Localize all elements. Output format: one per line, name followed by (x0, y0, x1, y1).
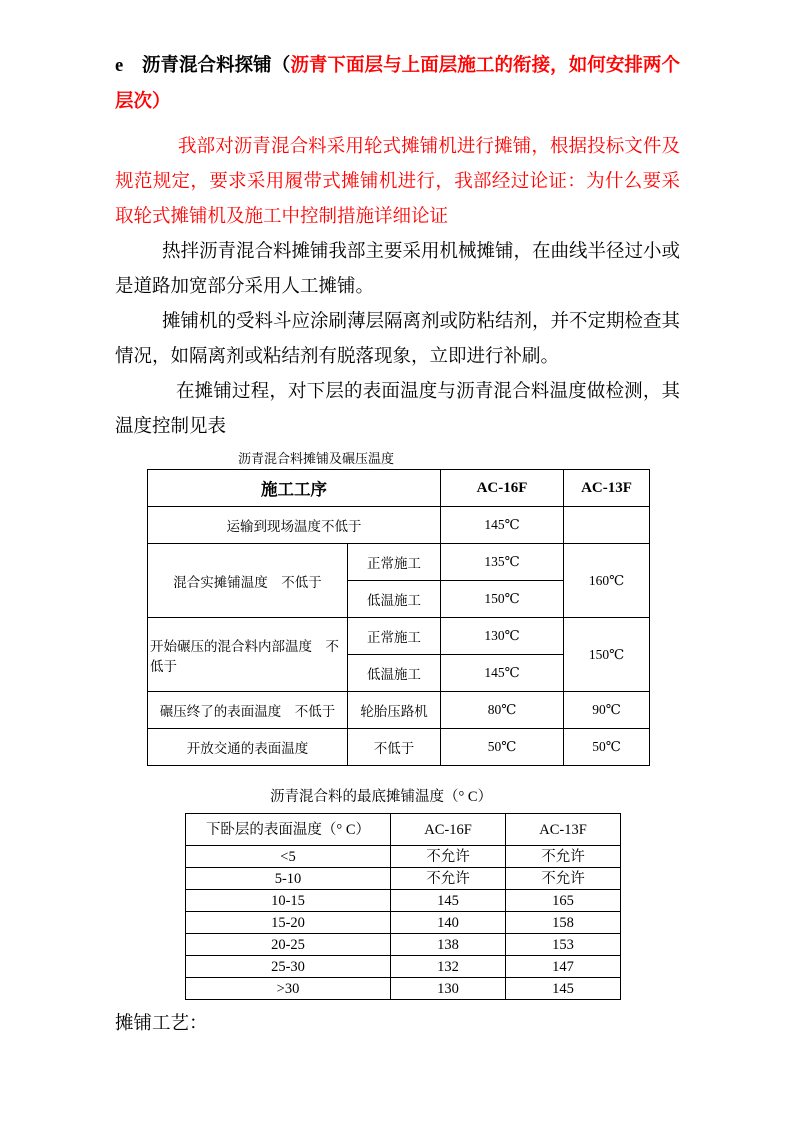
table2-title: 沥青混合料的最底摊铺温度（° C） (270, 789, 493, 805)
t1-paving-label: 混合实摊铺温度 不低于 (148, 544, 348, 618)
paragraph-machine-paving: 热拌沥青混合料摊铺我部主要采用机械摊铺，在曲线半径过小或是道路加宽部分采用人工摊铺。 (115, 242, 681, 297)
t2-header-row (186, 814, 621, 846)
t1-header-ac13: AC-13F (564, 470, 650, 507)
t2-row (186, 868, 621, 890)
t1-rolling-start-label: 开始碾压的混合料内部温度 不低于 (148, 618, 348, 692)
t2-ac16-value: 不允许 (391, 868, 506, 890)
t2-ac13-value: 158 (506, 912, 621, 934)
t1-rolling-start-ac13: 150℃ (564, 618, 650, 692)
t2-ac16-value: 140 (391, 912, 506, 934)
t1-row-rolling-start-normal (148, 618, 650, 655)
t2-ac13-value: 145 (506, 978, 621, 1000)
t1-rolling-start-val1: 130℃ (441, 618, 564, 655)
t2-ac13-value: 153 (506, 934, 621, 956)
t1-row-paving-normal (148, 544, 650, 581)
t2-row (186, 912, 621, 934)
t1-rolling-start-val2: 145℃ (441, 655, 564, 692)
t1-rolling-end-label: 碾压终了的表面温度 不低于 (148, 692, 348, 729)
t2-temp-range: 25-30 (186, 956, 391, 978)
t2-header-surface-temp: 下卧层的表面温度（° C） (186, 814, 391, 846)
t2-temp-range: 10-15 (186, 890, 391, 912)
page-title (115, 48, 680, 120)
t1-paving-ac13: 160℃ (564, 544, 650, 618)
t1-row-traffic (148, 729, 650, 766)
t1-transport-ac13 (564, 507, 650, 544)
t2-ac16-value: 138 (391, 934, 506, 956)
t2-row (186, 890, 621, 912)
t1-paving-cond1: 正常施工 (348, 544, 441, 581)
t1-traffic-label: 开放交通的表面温度 (148, 729, 348, 766)
t1-paving-val2: 150℃ (441, 581, 564, 618)
t1-header-row (148, 470, 650, 507)
t2-ac13-value: 不允许 (506, 846, 621, 868)
t2-temp-range: 15-20 (186, 912, 391, 934)
minimum-paving-temperature-table (185, 813, 621, 1000)
t2-row (186, 934, 621, 956)
paragraph-temperature-check: 在摊铺过程，对下层的表面温度与沥青混合料温度做检测，其温度控制见表 (115, 382, 680, 437)
paving-process-label: 摊铺工艺： (115, 1014, 208, 1034)
t1-rolling-end-ac16: 80℃ (441, 692, 564, 729)
t2-ac16-value: 132 (391, 956, 506, 978)
t2-temp-range: >30 (186, 978, 391, 1000)
t1-rolling-start-cond1: 正常施工 (348, 618, 441, 655)
t1-rolling-end-ac13: 90℃ (564, 692, 650, 729)
heading-prefix: e 沥青混合料探铺（ (115, 56, 291, 76)
t2-temp-range: 5-10 (186, 868, 391, 890)
t1-row-rolling-end (148, 692, 650, 729)
t1-paving-val1: 135℃ (441, 544, 564, 581)
t1-rolling-end-cond: 轮胎压路机 (348, 692, 441, 729)
t2-row (186, 956, 621, 978)
paragraph-argument: 我部对沥青混合料采用轮式摊铺机进行摊铺，根据投标文件及规范规定，要求采用履带式摊铺机进行，我部经过论证：为什么要采取轮式摊铺机及施工中控制措施详细论证 (115, 137, 680, 227)
t2-ac13-value: 147 (506, 956, 621, 978)
t1-row-transport (148, 507, 650, 544)
t2-temp-range: <5 (186, 846, 391, 868)
t2-ac16-value: 145 (391, 890, 506, 912)
t1-transport-ac16: 145℃ (441, 507, 564, 544)
t1-header-ac16: AC-16F (441, 470, 564, 507)
t1-paving-cond2: 低温施工 (348, 581, 441, 618)
t2-ac16-value: 130 (391, 978, 506, 1000)
paragraph-hopper-coating: 摊铺机的受料斗应涂刷薄层隔离剂或防粘结剂，并不定期检查其情况，如隔离剂或粘结剂有脱落现象，立即进行补刷。 (115, 312, 681, 367)
t2-header-ac13: AC-13F (506, 814, 621, 846)
t2-temp-range: 20-25 (186, 934, 391, 956)
t2-ac13-value: 不允许 (506, 868, 621, 890)
t2-header-ac16: AC-16F (391, 814, 506, 846)
t2-ac13-value: 165 (506, 890, 621, 912)
t2-ac16-value: 不允许 (391, 846, 506, 868)
table1-title: 沥青混合料摊铺及碾压温度 (238, 451, 395, 466)
heading-emphasis: 沥青下面层与上面层施工的衔接，如何安排两个层次） (115, 56, 680, 112)
t1-traffic-cond: 不低于 (348, 729, 441, 766)
paving-rolling-temperature-table (147, 469, 650, 766)
t1-rolling-start-cond2: 低温施工 (348, 655, 441, 692)
t1-transport-label: 运输到现场温度不低于 (148, 507, 441, 544)
t1-traffic-ac13: 50℃ (564, 729, 650, 766)
t2-row (186, 978, 621, 1000)
t1-traffic-ac16: 50℃ (441, 729, 564, 766)
t2-row (186, 846, 621, 868)
t1-header-process: 施工工序 (148, 470, 441, 507)
